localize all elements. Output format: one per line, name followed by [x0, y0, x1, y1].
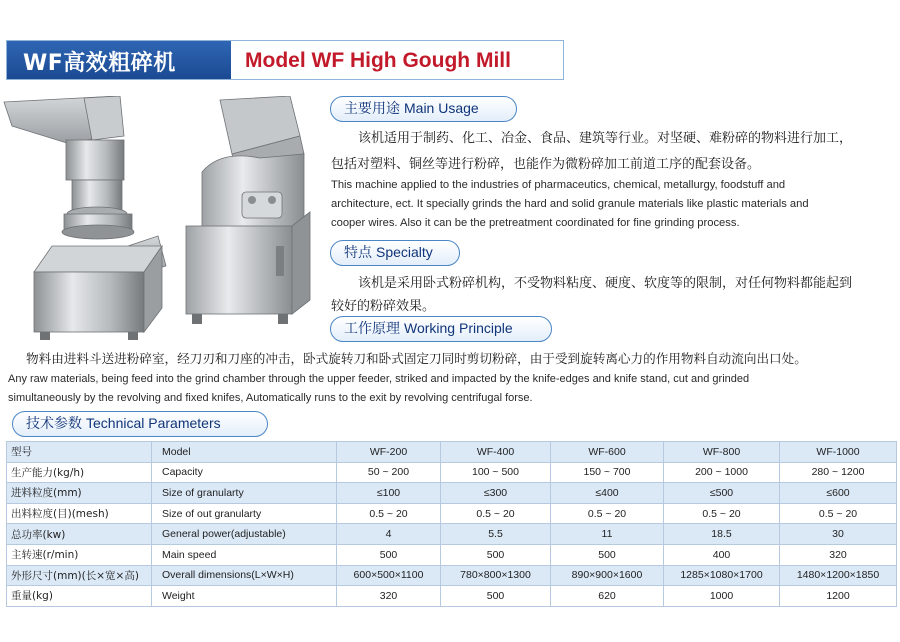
- param-value: 320: [780, 544, 897, 565]
- param-value: 620: [551, 586, 664, 607]
- param-value: 0.5 ~ 20: [337, 503, 441, 524]
- table-row: [7, 483, 897, 504]
- param-value: WF-1000: [780, 442, 897, 463]
- table-row: [7, 462, 897, 483]
- param-value: WF-800: [664, 442, 780, 463]
- param-value: 5.5: [441, 524, 551, 545]
- param-name-zh: 主转速(r/min): [7, 544, 152, 565]
- param-name-en: Main speed: [152, 544, 337, 565]
- param-value: 50 ~ 200: [337, 462, 441, 483]
- param-name-zh: 出料粒度(目)(mesh): [7, 503, 152, 524]
- param-value: 500: [441, 586, 551, 607]
- table-row: [7, 503, 897, 524]
- param-name-zh: 型号: [7, 442, 152, 463]
- specialty-zh-line-2: 较好的粉碎效果。: [331, 299, 436, 314]
- usage-zh-line-1: 该机适用于制药、化工、冶金、食品、建筑等行业。对坚硬、难粉碎的物料进行加工，: [358, 131, 853, 146]
- param-name-zh: 重量(kg): [7, 586, 152, 607]
- param-value: 320: [337, 586, 441, 607]
- usage-heading-zh: 主要用途: [344, 101, 400, 117]
- usage-zh-line-2: 包括对塑料、铜丝等进行粉碎，也能作为微粉碎加工前道工序的配套设备。: [331, 157, 761, 172]
- principle-en-line-1: Any raw materials, being feed into the grind chamber through the upper feeder, striked and impacted by the knife-edges and knife stand, cut and grinded: [8, 373, 750, 385]
- param-value: 200 ~ 1000: [664, 462, 780, 483]
- title-badge: [7, 41, 231, 79]
- param-value: 890×900×1600: [551, 565, 664, 586]
- table-body: [7, 442, 897, 607]
- table-row: [7, 565, 897, 586]
- param-value: 30: [780, 524, 897, 545]
- specialty-zh-line-1: 该机是采用卧式粉碎机构，不受物料粘度、硬度、软度等的限制，对任何物料都能起到: [358, 276, 853, 291]
- param-value: 400: [664, 544, 780, 565]
- param-value: WF-400: [441, 442, 551, 463]
- principle-heading-zh: 工作原理: [344, 321, 400, 337]
- principle-zh-line-1: 物料由进料斗送进粉碎室，经刀刃和刀座的冲击，卧式旋转刀和卧式固定刀同时剪切粉碎，由于受到旋转离心力的作用物料自动流向出口处。: [26, 351, 807, 366]
- param-value: 780×800×1300: [441, 565, 551, 586]
- param-name-en: Model: [152, 442, 337, 463]
- title-zh: WF高效粗碎机: [23, 51, 176, 76]
- param-value: ≤500: [664, 483, 780, 504]
- machine-photo-1: [0, 96, 170, 346]
- usage-en-line-3: cooper wires. Also it can be the pretreatment coordinated for fine grinding process.: [331, 217, 740, 229]
- params-heading-zh: 技术参数: [26, 416, 82, 432]
- param-value: WF-600: [551, 442, 664, 463]
- param-value: 100 ~ 500: [441, 462, 551, 483]
- param-value: ≤600: [780, 483, 897, 504]
- param-name-zh: 外形尺寸(mm)(长×宽×高): [7, 565, 152, 586]
- table-row: [7, 586, 897, 607]
- section-heading-specialty: [330, 240, 460, 266]
- param-value: 1480×1200×1850: [780, 565, 897, 586]
- principle-heading-en: Working Principle: [404, 320, 513, 336]
- param-value: 1000: [664, 586, 780, 607]
- machine-photo-2: [180, 96, 330, 332]
- param-value: 280 ~ 1200: [780, 462, 897, 483]
- section-heading-params: [12, 411, 268, 437]
- param-value: WF-200: [337, 442, 441, 463]
- param-value: ≤300: [441, 483, 551, 504]
- param-value: 11: [551, 524, 664, 545]
- technical-parameters-table: [6, 441, 897, 607]
- title-en: Model WF High Gough Mill: [245, 49, 511, 72]
- header-banner: [6, 40, 564, 80]
- usage-heading-en: Main Usage: [404, 100, 479, 116]
- param-name-en: General power(adjustable): [152, 524, 337, 545]
- param-value: 0.5 ~ 20: [441, 503, 551, 524]
- param-name-en: Weight: [152, 586, 337, 607]
- param-value: 500: [551, 544, 664, 565]
- specialty-heading-zh: 特点: [344, 245, 372, 261]
- table-row: [7, 524, 897, 545]
- usage-en-line-1: This machine applied to the industries of pharmaceutics, chemical, metallurgy, foodstuff and: [331, 179, 786, 191]
- param-value: 0.5 ~ 20: [780, 503, 897, 524]
- param-value: 500: [337, 544, 441, 565]
- param-name-en: Capacity: [152, 462, 337, 483]
- param-name-en: Size of granularty: [152, 483, 337, 504]
- param-value: ≤400: [551, 483, 664, 504]
- table-row: [7, 544, 897, 565]
- param-value: ≤100: [337, 483, 441, 504]
- principle-en-line-2: simultaneously by the revolving and fixed knifes, Automatically runs to the exit by revolving centrifugal forse.: [8, 392, 533, 404]
- param-name-zh: 生产能力(kg/h): [7, 462, 152, 483]
- param-name-en: Overall dimensions(L×W×H): [152, 565, 337, 586]
- table-row: [7, 442, 897, 463]
- section-heading-usage: [330, 96, 517, 122]
- param-name-zh: 总功率(kw): [7, 524, 152, 545]
- param-value: 4: [337, 524, 441, 545]
- param-value: 1200: [780, 586, 897, 607]
- param-value: 500: [441, 544, 551, 565]
- param-name-en: Size of out granularty: [152, 503, 337, 524]
- param-name-zh: 进料粒度(mm): [7, 483, 152, 504]
- param-value: 1285×1080×1700: [664, 565, 780, 586]
- param-value: 18.5: [664, 524, 780, 545]
- param-value: 0.5 ~ 20: [664, 503, 780, 524]
- params-heading-en: Technical Parameters: [86, 415, 221, 431]
- param-value: 150 ~ 700: [551, 462, 664, 483]
- param-value: 600×500×1100: [337, 565, 441, 586]
- usage-en-line-2: architecture, ect. It specially grinds the hard and solid granule materials like plastic materials and: [331, 198, 809, 210]
- section-heading-principle: [330, 316, 552, 342]
- param-value: 0.5 ~ 20: [551, 503, 664, 524]
- specialty-heading-en: Specialty: [376, 244, 433, 260]
